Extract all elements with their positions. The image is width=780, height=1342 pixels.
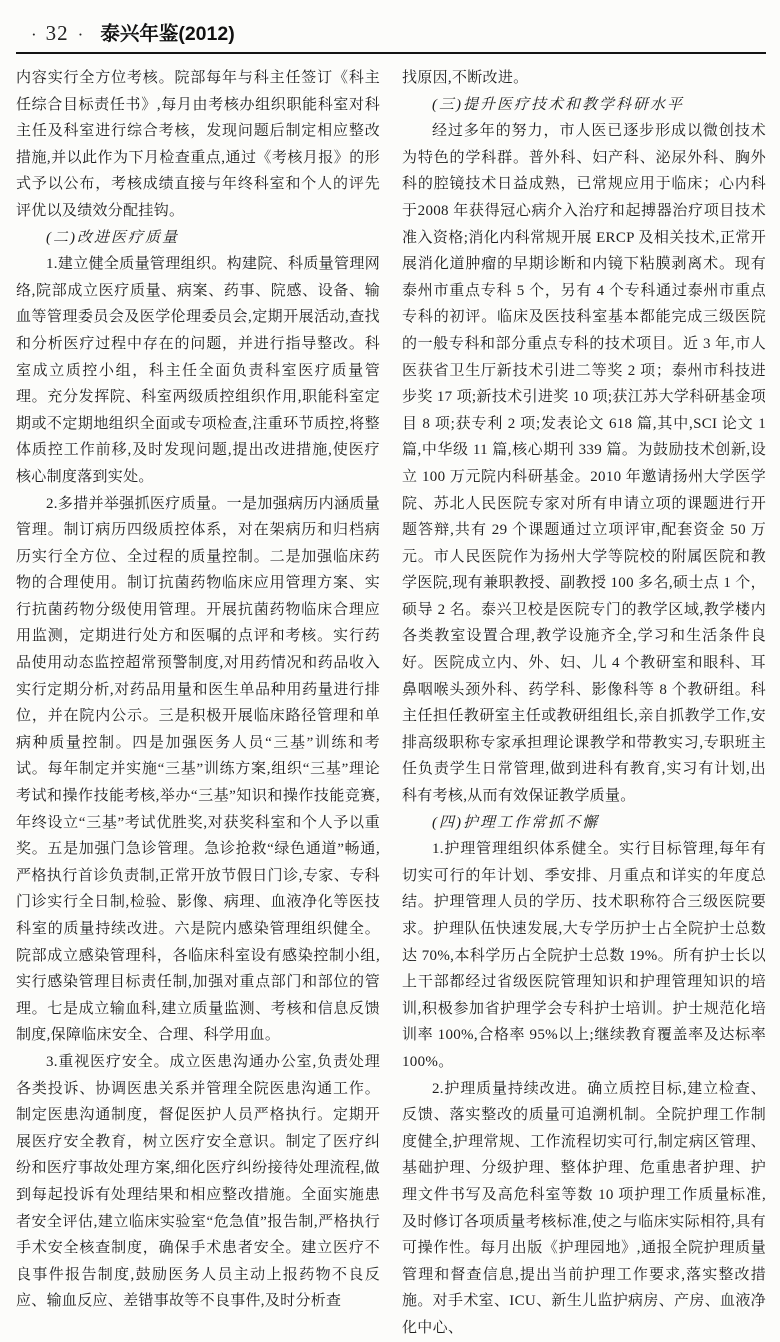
paragraph: 2.多措并举强抓医疗质量。一是加强病历内涵质量管理。制订病历四级质控体系，对在架病历和归档病历实行全方位、全过程的质量控制。二是加强临床药物的合理使用。制订抗菌药物临床应用管理方案、实行抗菌药物分级使用管理。开展抗菌药物临床合理应用监测，定期进行处方和医嘱的点评和考核。实行药品使用动态监控超常预警制度,对用药情况和药品收入实行定期分析,对药品用量和医生单品种用药量进行排位，并在院内公示。三是积极开展临床路径管理和单病种质量控制。四是加强医务人员“三基”训练和考试。每年制定并实施“三基”训练方案,组织“三基”理论考试和操作技能考核,举办“三基”知识和操作技能竞赛,年终设立“三基”考试优胜奖,对获奖科室和个人予以重奖。五是加强门急诊管理。急诊抢救“绿色通道”畅通,严格执行首诊负责制,正常开放节假日门诊,专家、专科门诊实行全日制,检验、影像、病理、血液净化等医技科室的质量持续改进。六是院内感染管理组织健全。院部成立感染管理科，各临床科室设有感染控制小组,实行感染管理目标责任制,加强对重点部门和部位的管理。七是成立输血科,建立质量监测、考核和信息反馈制度,保障临床安全、合理、科学用血。 [16,495,380,1044]
section-heading: (四)护理工作常抓不懈 [432,814,599,831]
right-column [402,65,766,1342]
page-number-dot-left: · [31,25,37,44]
header-rule [16,52,766,54]
paragraph: 内容实行全方位考核。院部每年与科主任签订《科主任综合目标责任书》,每月由考核办组织职能科室对科主任及科室进行综合考核，发现问题后制定相应整改措施,并以此作为下月检查重点,通过《考核月报》的形式予以公布，考核成绩直接与年终科室和个人的评先评优以及绩效分配挂钩。 [16,70,380,219]
paragraph: 1.护理管理组织体系健全。实行目标管理,每年有切实可行的年计划、季安排、月重点和详实的年度总结。护理管理人员的学历、技术职称符合三级医院要求。护理队伍快速发展,大专学历护士占全院护士总数达 70%,本科学历占全院护士总数 19%。所有护士长以上干部都经过省级医院管理知识和护理管理知识的培训,积极参加省护理学会专科护士培训。护士规范化培训率 100%,合格率 95%以上;继续教育覆盖率及达标率 100%。 [402,841,766,1070]
paragraph: 2.护理质量持续改进。确立质控目标,建立检查、反馈、落实整改的质量可追溯机制。全院护理工作制度健全,护理常规、工作流程切实可行,制定病区管理、基础护理、分级护理、整体护理、危重患者护理、护理文件书写及高危科室等数 10 项护理工作质量标准,及时修订各项质量考核标准,使之与临床实际相符,具有可操作性。每月出版《护理园地》,通报全院护理质量管理和督查信息,提出当前护理工作要求,落实整改措施。对手术室、ICU、新生儿监护病房、产房、血液净化中心、 [402,1080,766,1336]
page-header [16,18,766,46]
paragraph: 经过多年的努力，市人医已逐步形成以微创技术为特色的学科群。普外科、妇产科、泌尿外科、胸外科的腔镜技术日益成熟，已常规应用于临床；心内科于2008 年获得冠心病介入治疗和起搏器治疗项目技术准入资格;消化内科常规开展 ERCP 及相关技术,正常开展消化道肿瘤的早期诊断和内镜下粘膜剥离术。现有泰州市重点专科 5 个，另有 4 个专科通过泰州市重点专科的初评。临床及医技科室基本都能完成三级医院的一般专科和部分重点专科的技术项目。近 3 年,市人医获省卫生厅新技术引进二等奖 2 项；泰州市科技进步奖 17 项;新技术引进奖 10 项;获江苏大学科研基金项目 8 项;获专利 2 项;发表论文 618 篇,其中,SCI 论文 1 篇,中华级 11 篇,核心期刊 339 篇。为鼓励技术创新,设立 100 万元院内科研基金。2010 年邀请扬州大学医学院、苏北人民医院专家对所有申请立项的课题进行开题答辩,共有 29 个课题通过立项评审,配套资金 50 万元。市人民医院作为扬州大学等院校的附属医院和教学医院,现有兼职教授、副教授 100 多名,硕士点 1 个，硕导 2 名。泰兴卫校是医院专门的教学区域,教学楼内各类教室设置合理,教学设施齐全,学习和生活条件良好。医院成立内、外、妇、儿 4 个教研室和眼科、耳鼻咽喉头颈外科、药学科、影像科等 8 个教研组。科主任担任教研室主任或教研组组长,亲自抓教学工作,安排高级职称专家承担理论课教学和带教实习,专职班主任负责学生日常管理,做到进科有教育,实习有计划,出科有考核,从而有效保证教学质量。 [402,123,766,805]
paragraph: 1.建立健全质量管理组织。构建院、科质量管理网络,院部成立医疗质量、病案、药事、院感、设备、输血等管理委员会及医学伦理委员会,定期开展活动,查找和分析医疗过程中存在的问题，并进行指导整改。科室成立质控小组，科主任全面负责科室医疗质量管理。充分发挥院、科室两级质控组织作用,职能科室定期或不定期地组织全面或专项检查,注重环节质控,将整体质控工作前移,及时发现问题,提出改进措施,使医疗核心制度落到实处。 [16,256,380,485]
page-number: 32 [45,21,69,45]
two-column-text-body [16,65,766,1342]
section-heading: (三)提升医疗技术和教学科研水平 [432,96,684,113]
page-number-dot-right: · [77,25,84,44]
paragraph: 找原因,不断改进。 [402,70,529,86]
paragraph: 3.重视医疗安全。成立医患沟通办公室,负责处理各类投诉、协调医患关系并管理全院医患沟通工作。制定医患沟通制度，督促医护人员严格执行。定期开展医疗安全教育，树立医疗安全意识。制定了医疗纠纷和医疗事故处理方案,细化医疗纠纷接待处理流程,做到每起投诉有处理结果和相应整改措施。全面实施患者安全评估,建立临床实验室“危急值”报告制,严格执行手术安全核查制度，确保手术患者安全。建立医疗不良事件报告制度,鼓励医务人员主动上报药物不良反应、输血反应、差错事故等不良事件,及时分析查 [16,1053,380,1310]
left-column [16,65,380,1342]
section-heading: (二)改进医疗质量 [46,229,179,246]
book-title: 泰兴年鉴(2012) [100,23,235,45]
